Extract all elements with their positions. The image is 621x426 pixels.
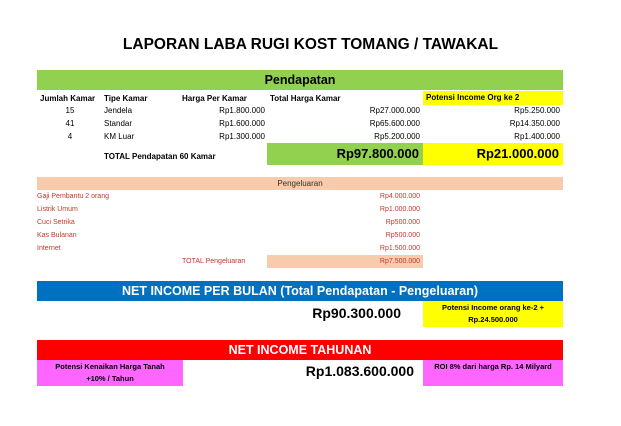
table-row-potensi: Rp1.400.000 — [514, 132, 560, 141]
table-row-harga: Rp1.300.000 — [219, 132, 265, 141]
total-pendapatan-value: Rp97.800.000 — [267, 143, 423, 165]
net-bulan-value: Rp90.300.000 — [312, 305, 401, 321]
total-pendapatan-label: TOTAL Pendapatan 60 Kamar — [104, 152, 216, 161]
table-row-harga: Rp1.600.000 — [219, 119, 265, 128]
col-potensi-income: Potensi Income Org ke 2 — [423, 91, 563, 105]
table-row-jumlah: 4 — [67, 132, 73, 141]
list-item-label: Listrik Umum — [37, 206, 78, 213]
table-row-total: Rp27.000.000 — [369, 106, 420, 115]
table-row-tipe: KM Luar — [104, 132, 135, 141]
report-title: LAPORAN LABA RUGI KOST TOMANG / TAWAKAL — [122, 36, 499, 53]
net-tahun-value: Rp1.083.600.000 — [305, 363, 414, 379]
list-item-value: Rp1.500.000 — [379, 245, 420, 252]
net-bulan-potensi — [423, 301, 563, 327]
roi-box: ROI 8% dari harga Rp. 14 Milyard — [423, 360, 563, 386]
table-row-total: Rp65.600.000 — [369, 119, 420, 128]
table-row-jumlah: 15 — [65, 106, 75, 115]
list-item-value: Rp500.000 — [385, 219, 420, 226]
list-item-value: Rp500.000 — [385, 232, 420, 239]
potensi-line-2: Rp.24.500.000 — [468, 315, 518, 324]
table-row-total: Rp5.200.000 — [374, 132, 420, 141]
list-item-label: Cuci Setrika — [37, 219, 75, 226]
table-row-tipe: Jendela — [104, 106, 133, 115]
table-row-tipe: Standar — [104, 119, 133, 128]
table-row-potensi: Rp5.250.000 — [514, 106, 560, 115]
potensi-tanah-box — [37, 360, 183, 386]
col-harga-per-kamar: Harga Per Kamar — [182, 94, 247, 103]
list-item-value: Rp4.000.000 — [379, 193, 420, 200]
potensi-total-value: Rp21.000.000 — [423, 143, 563, 165]
table-row-potensi: Rp14.350.000 — [509, 119, 560, 128]
net-bulan-heading: NET INCOME PER BULAN (Total Pendapatan - Pengeluaran) — [37, 281, 563, 301]
table-row-jumlah: 41 — [65, 119, 75, 128]
pengeluaran-heading: Pengeluaran — [37, 177, 563, 190]
total-pengeluaran-label: TOTAL Pengeluaran — [182, 258, 246, 265]
list-item-label: Gaji Pembantu 2 orang — [37, 193, 109, 200]
pendapatan-heading: Pendapatan — [37, 70, 563, 90]
list-item-value: Rp1.000.000 — [379, 206, 420, 213]
col-total-harga-kamar: Total Harga Kamar — [270, 94, 341, 103]
list-item-label: Kas Bulanan — [37, 232, 77, 239]
table-row-harga: Rp1.800.000 — [219, 106, 265, 115]
list-item-label: Internet — [37, 245, 61, 252]
col-tipe-kamar: Tipe Kamar — [104, 94, 148, 103]
potensi-line-1: Potensi Income orang ke-2 + — [442, 303, 544, 312]
total-pengeluaran-value: Rp7.500.000 — [267, 255, 423, 268]
col-jumlah-kamar: Jumlah Kamar — [40, 94, 96, 103]
potensi-tanah-line-1: Potensi Kenaikan Harga Tanah — [55, 362, 165, 371]
net-tahun-heading: NET INCOME TAHUNAN — [37, 340, 563, 360]
potensi-tanah-line-2: +10% / Tahun — [86, 374, 134, 383]
